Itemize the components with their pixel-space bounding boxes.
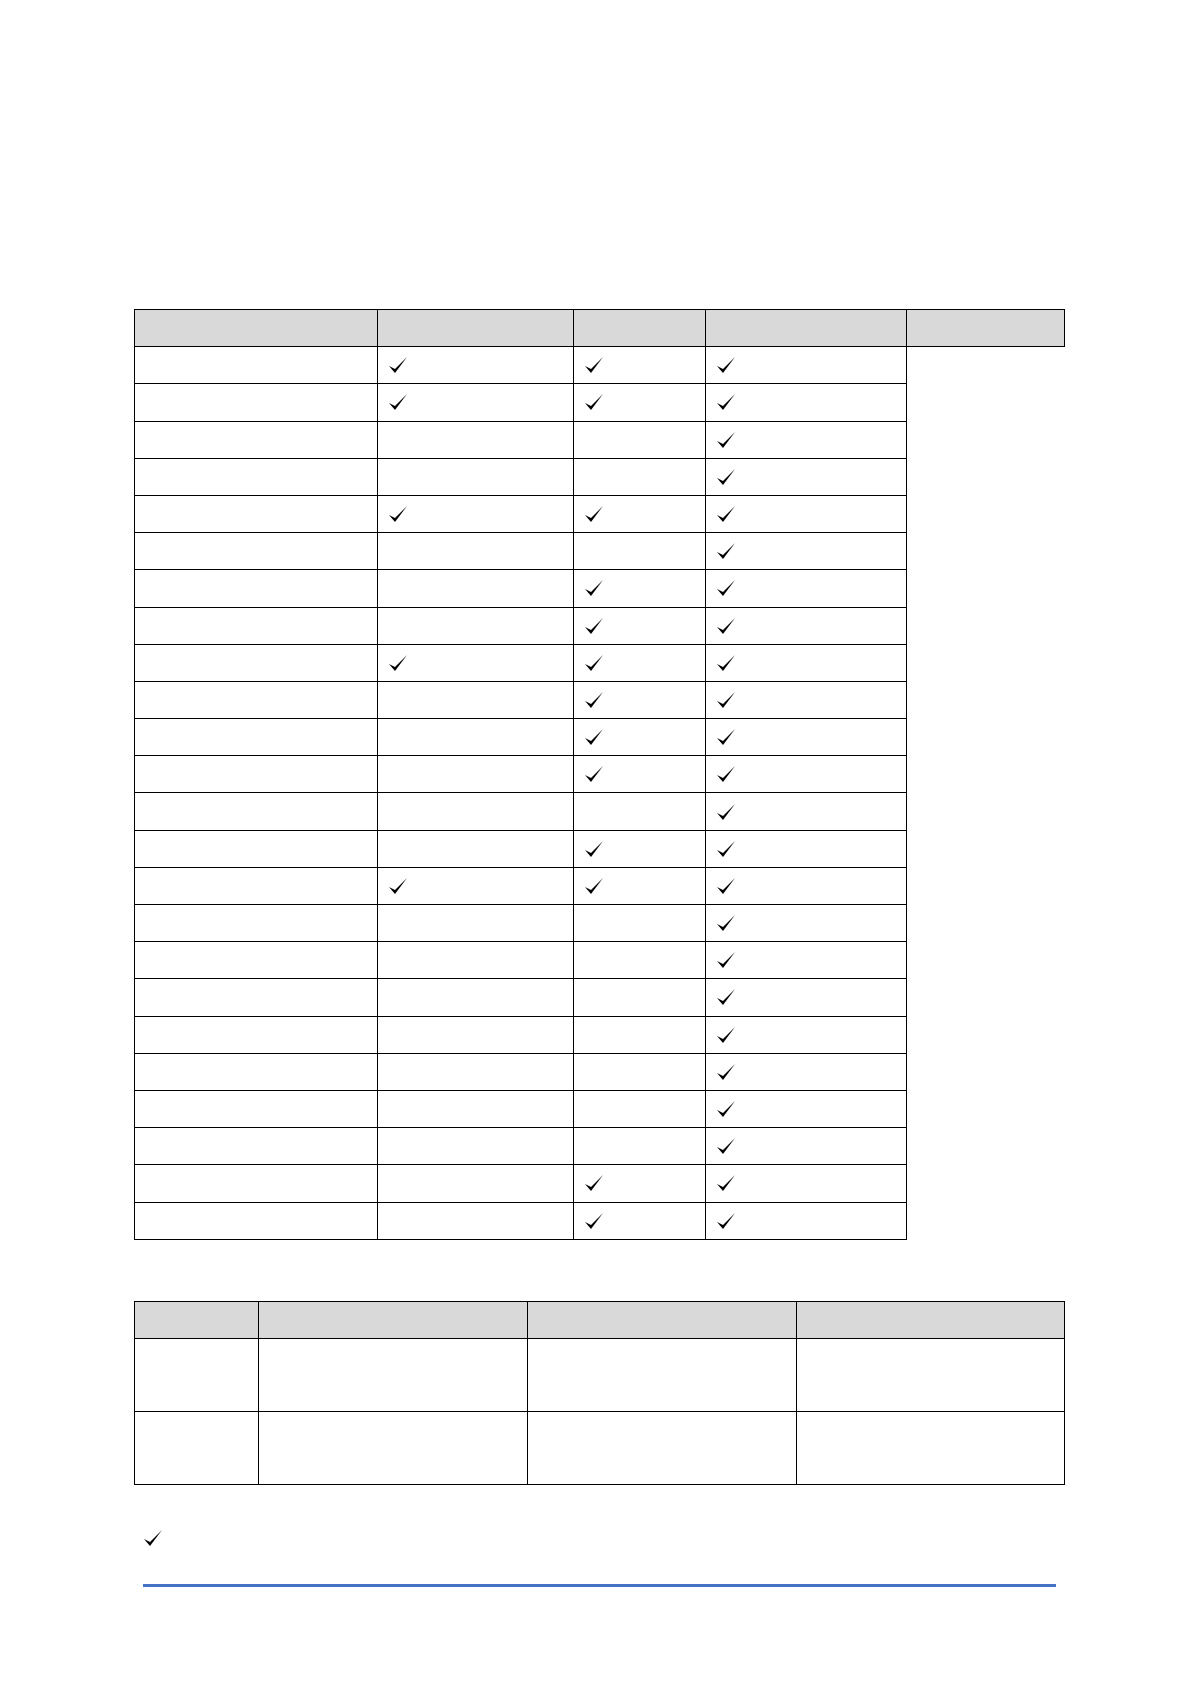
check-mark-icon [583,763,605,785]
check-mark-icon [715,689,737,711]
check-mark-icon [583,354,605,376]
feature-support-cell [706,644,907,681]
model-table-cell [135,1412,259,1485]
feature-support-cell [706,979,907,1016]
check-mark-icon [142,1527,164,1549]
feature-name-cell [135,644,378,681]
feature-support-cell [378,384,574,421]
model-table-cell [259,1339,528,1412]
feature-table-row [135,905,1065,942]
feature-name-cell [135,1090,378,1127]
feature-table-header-cell [706,310,907,347]
check-mark-icon [387,875,409,897]
feature-support-cell [706,793,907,830]
feature-support-cell [706,1090,907,1127]
feature-table-header-cell [907,310,1065,347]
feature-support-cell [574,1090,706,1127]
feature-name-cell [135,533,378,570]
check-mark-icon [715,652,737,674]
feature-support-cell [706,830,907,867]
check-mark-icon [583,875,605,897]
model-table-cell [797,1412,1065,1485]
feature-support-cell [574,1053,706,1090]
feature-support-cell [378,793,574,830]
feature-support-cell [574,793,706,830]
check-mark-icon [715,838,737,860]
feature-table-row [135,347,1065,384]
feature-support-cell [706,867,907,904]
feature-table-row [135,1165,1065,1202]
feature-support-cell [378,1090,574,1127]
feature-support-cell [574,421,706,458]
feature-name-cell [135,942,378,979]
feature-support-cell [378,681,574,718]
check-mark-icon [715,615,737,637]
model-table-header-cell [528,1302,797,1339]
model-table-header-cell [797,1302,1065,1339]
feature-name-cell [135,347,378,384]
feature-support-cell [706,1202,907,1239]
feature-support-cell [378,1128,574,1165]
check-mark-icon [715,540,737,562]
check-mark-icon [715,391,737,413]
feature-table-header-cell [135,310,378,347]
model-table-row [135,1339,1065,1412]
check-mark-icon [583,391,605,413]
feature-support-cell [378,719,574,756]
feature-name-cell [135,1053,378,1090]
check-mark-icon [583,838,605,860]
check-mark-icon [583,652,605,674]
feature-support-cell [706,570,907,607]
feature-support-cell [574,1128,706,1165]
feature-table-row [135,867,1065,904]
feature-support-cell [706,719,907,756]
feature-name-cell [135,793,378,830]
feature-table-row [135,830,1065,867]
feature-support-cell [574,1202,706,1239]
feature-table-row [135,979,1065,1016]
check-mark-icon [387,354,409,376]
feature-support-cell [378,421,574,458]
feature-name-cell [135,1128,378,1165]
feature-support-cell [574,458,706,495]
feature-support-cell [378,495,574,532]
feature-support-cell [378,1202,574,1239]
feature-support-cell [574,681,706,718]
feature-support-cell [574,979,706,1016]
check-mark-icon [583,1210,605,1232]
feature-support-cell [378,1053,574,1090]
check-mark-icon [583,1172,605,1194]
feature-support-cell [574,644,706,681]
feature-support-cell [574,942,706,979]
model-table-header-cell [135,1302,259,1339]
feature-table-row [135,1128,1065,1165]
feature-support-cell [378,1165,574,1202]
feature-support-cell [574,384,706,421]
feature-support-cell [706,421,907,458]
feature-support-cell [574,756,706,793]
feature-name-cell [135,384,378,421]
check-mark-icon [387,503,409,525]
feature-support-cell [574,533,706,570]
model-table-cell [259,1412,528,1485]
feature-table-row [135,533,1065,570]
feature-support-cell [378,905,574,942]
feature-table [134,309,1065,1240]
feature-table-row [135,1202,1065,1239]
feature-name-cell [135,905,378,942]
check-mark-icon [583,503,605,525]
feature-support-cell [378,607,574,644]
check-mark-icon [583,615,605,637]
feature-support-cell [706,533,907,570]
feature-table-row [135,458,1065,495]
feature-name-cell [135,458,378,495]
feature-support-cell [378,458,574,495]
feature-name-cell [135,979,378,1016]
check-mark-icon [715,1024,737,1046]
feature-support-cell [706,607,907,644]
check-mark-icon [715,429,737,451]
feature-support-cell [378,347,574,384]
feature-support-cell [378,867,574,904]
feature-support-cell [378,644,574,681]
feature-name-cell [135,681,378,718]
feature-support-cell [378,570,574,607]
feature-table-row [135,1016,1065,1053]
feature-name-cell [135,719,378,756]
legend [142,1527,164,1549]
check-mark-icon [715,763,737,785]
feature-support-cell [574,347,706,384]
feature-support-cell [574,719,706,756]
feature-table-header-cell [574,310,706,347]
feature-table-row [135,1090,1065,1127]
feature-table-row [135,1053,1065,1090]
feature-support-cell [706,495,907,532]
check-mark-icon [715,726,737,748]
feature-table-header-cell [378,310,574,347]
model-table-cell [797,1339,1065,1412]
feature-support-cell [706,1165,907,1202]
model-table-header-cell [259,1302,528,1339]
feature-table-row [135,495,1065,532]
feature-table-row [135,607,1065,644]
check-mark-icon [715,1210,737,1232]
model-table [134,1301,1065,1485]
feature-table-header-row [135,310,1065,347]
check-mark-icon [387,391,409,413]
feature-name-cell [135,495,378,532]
feature-table-row [135,570,1065,607]
feature-table-row [135,681,1065,718]
feature-support-cell [574,570,706,607]
feature-support-cell [378,1016,574,1053]
model-table-cell [528,1339,797,1412]
check-mark-icon [715,577,737,599]
feature-table-row [135,421,1065,458]
feature-table-row [135,384,1065,421]
feature-support-cell [706,681,907,718]
feature-support-cell [706,347,907,384]
feature-support-cell [574,1016,706,1053]
check-mark-icon [715,1061,737,1083]
feature-support-cell [706,384,907,421]
feature-support-cell [706,942,907,979]
check-mark-icon [715,949,737,971]
feature-support-cell [378,756,574,793]
feature-support-cell [574,495,706,532]
feature-table-row [135,644,1065,681]
feature-table-row [135,719,1065,756]
feature-support-cell [378,942,574,979]
check-mark-icon [583,577,605,599]
feature-support-cell [378,830,574,867]
check-mark-icon [583,689,605,711]
footer-rule [143,1584,1056,1587]
feature-support-cell [574,607,706,644]
check-mark-icon [715,466,737,488]
feature-support-cell [706,1128,907,1165]
feature-name-cell [135,1202,378,1239]
feature-name-cell [135,756,378,793]
feature-support-cell [574,867,706,904]
feature-name-cell [135,1016,378,1053]
model-table-cell [528,1412,797,1485]
feature-name-cell [135,830,378,867]
feature-table-row [135,756,1065,793]
feature-name-cell [135,421,378,458]
check-mark-icon [715,354,737,376]
feature-table-row [135,942,1065,979]
feature-support-cell [378,979,574,1016]
feature-support-cell [574,830,706,867]
model-table-cell [135,1339,259,1412]
check-mark-icon [715,986,737,1008]
feature-support-cell [706,1053,907,1090]
feature-name-cell [135,570,378,607]
feature-name-cell [135,1165,378,1202]
feature-support-cell [574,905,706,942]
feature-support-cell [378,533,574,570]
feature-support-cell [706,1016,907,1053]
feature-support-cell [706,905,907,942]
check-mark-icon [715,801,737,823]
check-mark-icon [715,1135,737,1157]
check-mark-icon [715,1172,737,1194]
feature-name-cell [135,607,378,644]
check-mark-icon [583,726,605,748]
check-mark-icon [715,875,737,897]
feature-support-cell [574,1165,706,1202]
model-table-row [135,1412,1065,1485]
feature-name-cell [135,867,378,904]
model-table-header-row [135,1302,1065,1339]
check-mark-icon [715,912,737,934]
check-mark-icon [715,503,737,525]
feature-support-cell [706,458,907,495]
check-mark-icon [715,1098,737,1120]
check-mark-icon [387,652,409,674]
feature-table-row [135,793,1065,830]
feature-support-cell [706,756,907,793]
